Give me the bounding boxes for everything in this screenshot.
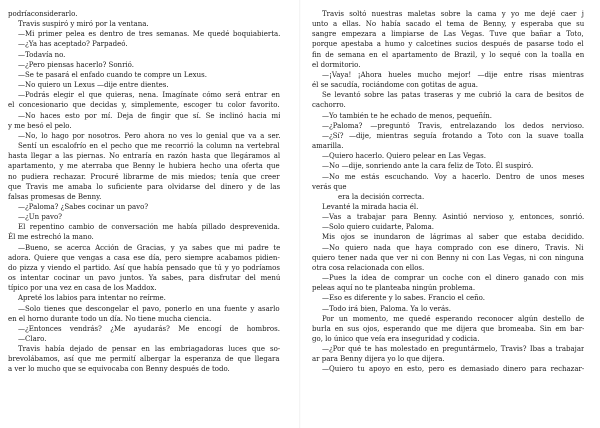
text-line: —Quiero tu apoyo en esto, pero es demasiado dinero para rechazar- — [322, 365, 584, 374]
text-line: Apreté los labios para intentar no reírme. — [18, 294, 166, 303]
text-line: Se levantó sobre las patas traseras y me cubrió la cara de besitos de — [322, 91, 584, 100]
text-line: —No quiero un Lexus —dije entre dientes. — [18, 81, 169, 90]
text-line: podríaconsiderarlo. — [8, 10, 78, 18]
text-line: apartamento, y me aterraba que Benny le hubiera hecho una oferta que — [8, 162, 280, 171]
text-line: —¡Vaya! ¡Ahora hueles mucho mejor! —dije entre risas mientras — [322, 70, 584, 79]
text-line: —¿Un pavo? — [18, 213, 62, 222]
text-line: peleas aquí no te planteaba ningún problema. — [312, 284, 476, 293]
text-line: Travis había dejado de pensar en las embriagadoras luces que so- — [18, 345, 280, 354]
text-line: —No, lo hago por nosotros. Pero ahora no ves lo genial que va a ser. — [18, 131, 280, 140]
text-line: cachorro. — [312, 101, 346, 110]
left-page — [8, 9, 280, 423]
text-line: ar para Benny dijera yo lo que dijera. — [312, 355, 445, 364]
text-line: —No quiero nada que haya comprado con ese dinero, Travis. Ni — [322, 243, 584, 252]
text-line: —Eso es diferente y lo sabes. Francio el ceño. — [322, 294, 485, 303]
text-line: —Solo tienes que descongelar el pavo, ponerlo en una fuente y asarlo — [18, 304, 280, 313]
text-line: Sentí un escalofrío en el pecho que me recorrió la column na vertebral — [18, 142, 280, 151]
text-line: —Claro. — [18, 335, 47, 343]
text-line: hasta llegar a las piernas. No entraría en razón hasta que llegáramos al — [8, 152, 280, 161]
text-line: —Mi primer pelea es dentro de tres semanas. Me quedé boquiabierta. — [18, 30, 280, 39]
text-line: amarilla. — [312, 142, 344, 151]
text-line: —Quiero hacerlo. Quiero pelear en Las Vegas. — [322, 152, 486, 161]
text-line: —Todo irá bien, Paloma. Ya lo verás. — [322, 304, 451, 313]
text-line: brevolábamos, así que me permití albergar la esperanza de que llegara — [8, 355, 280, 364]
book-gutter — [299, 0, 301, 428]
text-line: Él me estrechó la mano. — [8, 233, 94, 242]
text-line: Travis soltó nuestras maletas sobre la cama y yo me dejé caer j — [322, 10, 584, 18]
text-line: él se sacudía, rociándome con gotitas de agua. — [312, 81, 479, 90]
text-line: burla en sus ojos, esperando que me dijera que bromeaba. Sin em bar- — [312, 324, 584, 333]
text-line: Travis suspiró y miró por la ventana. — [18, 20, 149, 29]
right-page — [312, 9, 584, 423]
text-line: —Bueno, se acerca Acción de Gracias, y ya sabes que mi padre te — [18, 243, 280, 252]
text-line: os intentar cocinar un pavo juntos. Ya sabes, para disfrutar del menú — [8, 274, 280, 283]
text-line: otra cosa relacionada con ellos. — [312, 263, 425, 272]
text-line: en el horno durante todo un día. No tiene mucha ciencia. — [8, 314, 212, 323]
text-line: porque apestaba a humo y calcetines sucios después de pasarse todo el — [312, 40, 584, 49]
text-line: —¿Por qué te has molestado en preguntármelo, Travis? Ibas a trabajar — [322, 345, 584, 354]
text-line: —Todavía no. — [18, 50, 66, 59]
text-line: —Pues la idea de comprar un coche con el dinero ganado con mis — [322, 274, 584, 283]
text-line: verás que — [312, 182, 347, 191]
text-line: —No me estás escuchando. Voy a hacerlo. Dentro de unos meses — [322, 172, 584, 181]
text-line: —¿Paloma? —preguntó Travis, entrelazando los dedos nervioso. — [322, 121, 584, 130]
text-line: —No haces esto por mí. Deja de fingir que sí. Se inclinó hacia mí — [18, 111, 280, 120]
text-line: —Podrás elegir el que quieras, nena. Imagínate cómo será entrar en — [18, 91, 280, 100]
text-line: Mis ojos se inundaron de lágrimas al saber que estaba decidido. — [322, 233, 584, 242]
text-line: go, lo único que veía era inseguridad y codicia. — [312, 335, 480, 343]
text-line: sangre empezara a limpiarse de Las Vegas. Tuve que bañar a Toto, — [312, 30, 584, 39]
text-line: típico por una vez en casa de los Maddox. — [8, 284, 157, 293]
text-line: —Solo quiero cuidarte, Paloma. — [322, 223, 434, 232]
text-line: que Travis me amaba lo suficiente para olvidarse del dinero y de las — [8, 182, 280, 191]
text-line: —Vas a trabajar para Benny. Asintió nervioso y, entonces, sonrió. — [322, 213, 584, 222]
text-line: —Yo también te he echado de menos, pequeñín. — [322, 111, 493, 120]
text-line: falsas promesas de Benny. — [8, 192, 102, 201]
text-line: —¿Pero piensas hacerlo? Sonrió. — [18, 60, 134, 69]
text-line: era la decisión correcta. — [338, 192, 425, 201]
text-line: El repentino cambio de conversación me había pillado desprevenida. — [18, 223, 280, 232]
text-line: Levanté la mirada hacia él. — [322, 202, 419, 211]
text-line: unto a ellas. No había sacado el tema de Benny, y esperaba que su — [312, 20, 584, 29]
text-line: do pizza y viendo el partido. Así que había pensado que tú y yo podríamos — [8, 263, 280, 272]
text-line: Por un momento, me quedé esperando reconocer algún destello de — [322, 314, 584, 323]
text-line: y me besó el pelo. — [8, 121, 72, 130]
text-line: —Se te pasará el enfado cuando te compre un Lexus. — [18, 70, 207, 79]
text-line: adora. Quiere que vengas a casa ese día, pero siempre acabamos pidien- — [8, 253, 280, 262]
text-line: quiero tener nada que ver ni con Benny ni con Las Vegas, ni con ninguna — [312, 253, 584, 262]
text-line: —No —dije, sonriendo ante la cara feliz de Toto. Él suspiró. — [322, 162, 534, 171]
text-line: a ver lo mucho que se equivocaba con Benny después de todo. — [8, 365, 230, 374]
text-line: —¿Paloma? ¿Sabes cocinar un pavo? — [18, 202, 149, 211]
text-line: el concesionario que decidas y, simplemente, escoger tu color favorito. — [8, 101, 280, 110]
text-line: el dormitorio. — [312, 60, 361, 69]
text-line: —¿Sí? —dije, mientras seguía frotando a Toto con la suave toalla — [322, 131, 584, 140]
text-line: fin de semana en el apartamento de Brazil, y lo sequé con la toalla en — [312, 50, 584, 59]
text-line: no pudiera rechazar. Procuré librarme de mis miedos; tenía que creer — [8, 172, 280, 181]
text-line: —¿Ya has aceptado? Parpadeó. — [18, 40, 128, 49]
text-line: —¿Entonces vendrás? ¿Me ayudarás? Me encogí de hombros. — [18, 324, 280, 333]
